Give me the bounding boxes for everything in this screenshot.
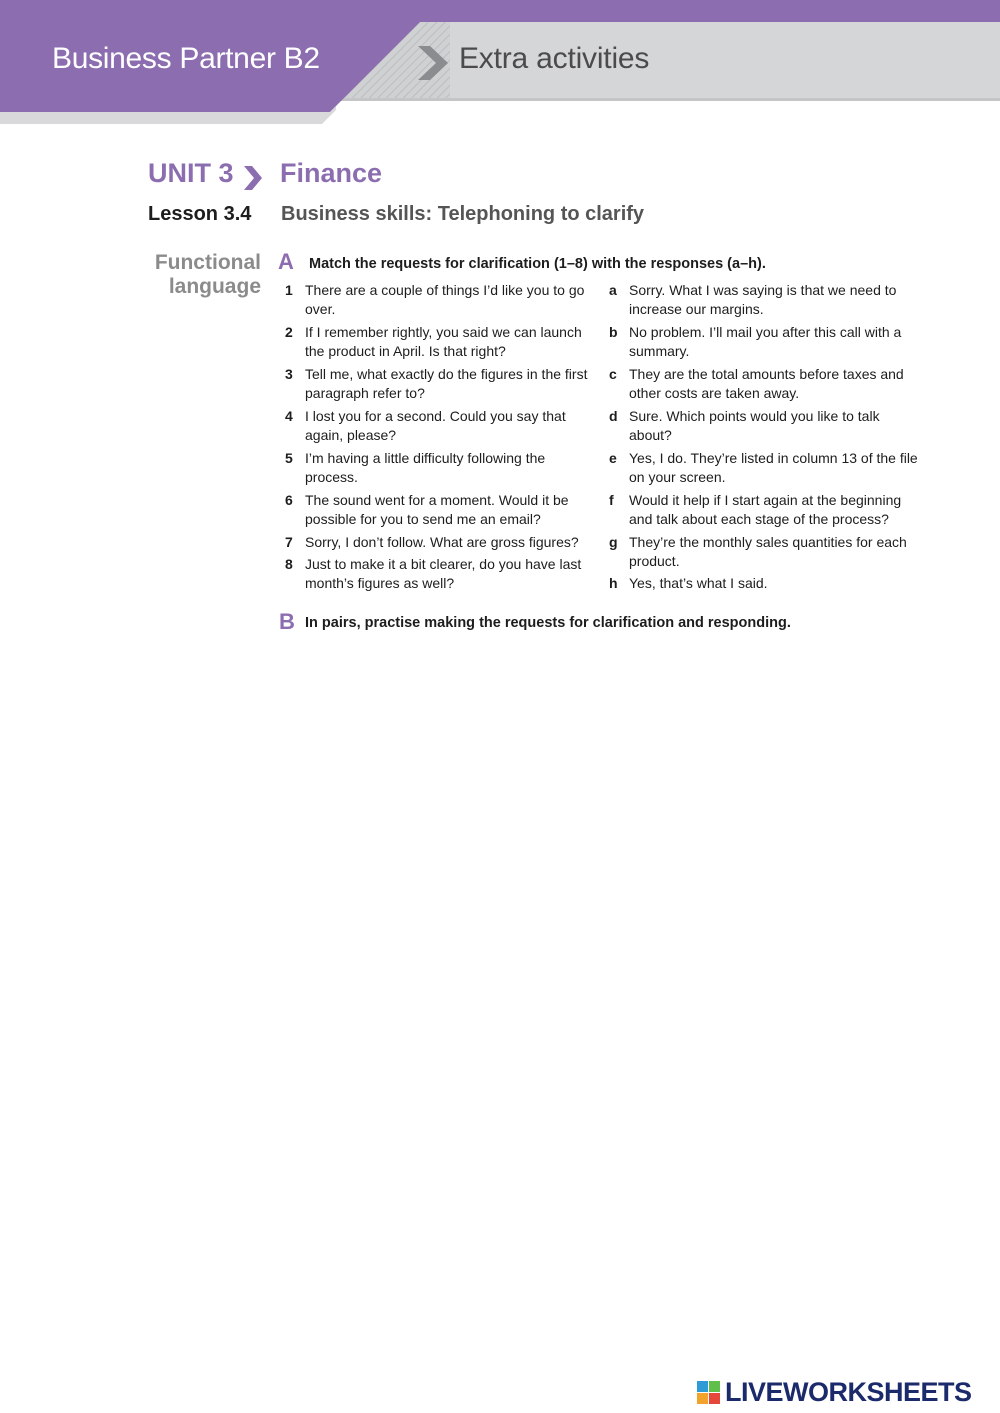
request-number: 3 xyxy=(285,366,293,382)
response-text: Would it help if I start again at the beginning and talk about each stage of the process? xyxy=(629,492,902,527)
logo-wordmark: LIVEWORKSHEETS xyxy=(725,1377,972,1407)
exercise-b-instruction: In pairs, practise making the requests for clarification and responding. xyxy=(305,615,791,631)
request-number: 6 xyxy=(285,492,293,508)
side-label-line-2: language xyxy=(168,275,261,298)
request-text: Sorry, I don’t follow. What are gross figures? xyxy=(305,534,579,550)
chevron-right-icon xyxy=(243,166,263,190)
unit-title: Finance xyxy=(280,158,383,188)
exercise-a-instruction: Match the requests for clarification (1–8) with the responses (a–h). xyxy=(309,256,766,272)
request-number: 2 xyxy=(285,324,293,340)
response-text: Sure. Which points would you like to talk about? xyxy=(629,408,880,443)
response-text: They are the total amounts before taxes and other costs are taken away. xyxy=(629,366,904,401)
response-letter: a xyxy=(609,282,617,298)
response-letter: c xyxy=(609,366,617,382)
request-text: There are a couple of things I’d like you to go over. xyxy=(305,282,585,317)
request-text: The sound went for a moment. Would it be possible for you to send me an email? xyxy=(305,492,569,527)
response-text: Yes, I do. They’re listed in column 13 of the file on your screen. xyxy=(629,450,918,485)
request-number: 5 xyxy=(285,450,293,466)
unit-label: UNIT 3 xyxy=(148,158,234,188)
response-letter: b xyxy=(609,324,618,340)
request-text: Tell me, what exactly do the figures in the first paragraph refer to? xyxy=(305,366,588,401)
response-text: They’re the monthly sales quantities for each product. xyxy=(629,534,907,569)
page-header xyxy=(0,0,1000,130)
response-letter: d xyxy=(609,408,618,424)
request-number: 8 xyxy=(285,556,293,572)
side-label-line-1: Functional xyxy=(154,251,261,274)
lesson-number: Lesson 3.4 xyxy=(148,203,252,225)
response-text: Sorry. What I was saying is that we need to increase our margins. xyxy=(629,282,897,317)
brand-title: Business Partner B2 xyxy=(52,42,320,75)
exercise-b-letter: B xyxy=(279,609,295,634)
response-letter: g xyxy=(609,534,618,550)
exercise-a-letter: A xyxy=(278,249,294,274)
request-text: Just to make it a bit clearer, do you have last month’s figures as well? xyxy=(305,556,582,591)
response-letter: h xyxy=(609,575,618,591)
request-number: 4 xyxy=(285,408,293,424)
section-title: Extra activities xyxy=(459,42,650,75)
request-text: If I remember rightly, you said we can launch the product in April. Is that right? xyxy=(305,324,582,359)
request-number: 7 xyxy=(285,534,293,550)
response-text: No problem. I’ll mail you after this call with a summary. xyxy=(629,324,902,359)
functional-language-label xyxy=(120,251,261,299)
request-text: I’m having a little difficulty following the process. xyxy=(305,450,546,485)
response-letter: f xyxy=(609,492,614,508)
response-text: Yes, that’s what I said. xyxy=(629,575,768,591)
request-text: I lost you for a second. Could you say that again, please? xyxy=(305,408,566,443)
request-number: 1 xyxy=(285,282,293,298)
liveworksheets-logo-icon xyxy=(697,1381,721,1405)
lesson-title: Business skills: Telephoning to clarify xyxy=(281,203,645,225)
response-letter: e xyxy=(609,450,617,466)
